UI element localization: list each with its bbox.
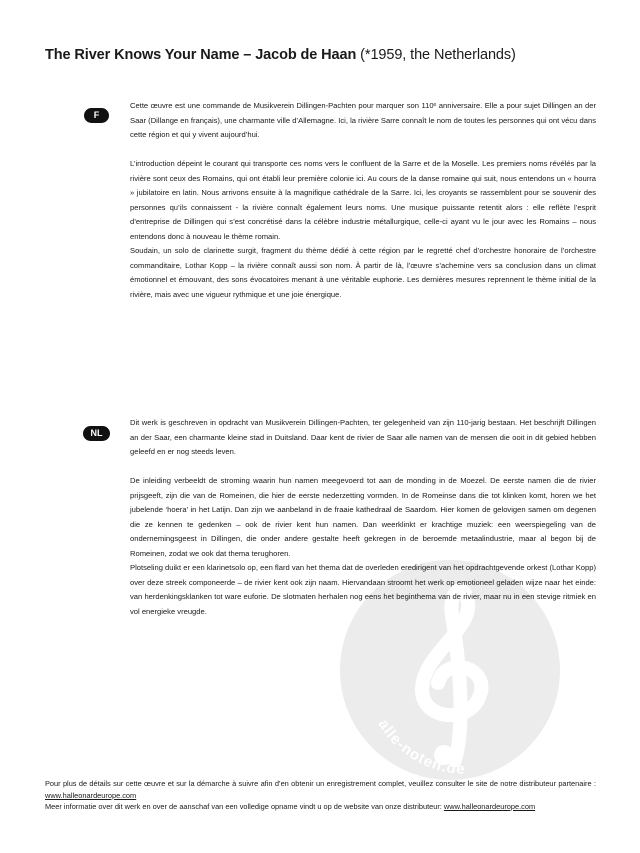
footer-fr-text: Pour plus de détails sur cette œuvre et sur la démarche à suivre afin d’en obtenir un enregistrement complet, veuillez consulter le site de notre distributeur partenaire : (45, 779, 596, 788)
title-main: The River Knows Your Name – Jacob de Haan (45, 47, 357, 63)
dutch-section (130, 416, 596, 619)
french-paragraph-3: Soudain, un solo de clarinette surgit, fragment du thème dédié à cette région par le regretté chef d’orchestre honoraire de l’orchestre commanditaire, Lothar Kopp – la rivière connaît aussi son nom. À partir de là, l’œuvre s’achemine vers sa conclusion dans un climat émotionnel et émouvant, des sons évocatoires menant à une véritable euphorie. Les dernières mesures reprennent le thème initial de la rivière, mais avec une vigueur rythmique et une joie énergique. (130, 246, 596, 299)
dutch-paragraph-2: De inleiding verbeeldt de stroming waarin hun namen meegevoerd tot aan de monding in de Moezel. De eerste namen die de rivier prijsgeeft, zijn die van de Romeinen, die hier de eerste nederzetting vormden. In de Romeinse dans die tot klinken komt, horen we het jubelende ‘hoera’ in het Latijn. Dan zijn we aanbeland in de fraaie kathedraal de Saardom. Hier komen de gelovigen samen om degenen die ze kennen te gedenken – ook de rivier kent hun namen. Dan weerklinkt er krachtige muziek: een weerspiegeling van de ondernemingsgeest in Dillingen, die onder andere gestalte heeft gekregen in de beroemde metaalindustrie, maar al begon bij de Romeinen, zodat we ook dat thema terughoren. (130, 476, 596, 558)
footer-nl-link[interactable]: www.halleonardeurope.com (443, 802, 536, 811)
footer-fr (45, 778, 596, 801)
dutch-paragraph-3: Plotseling duikt er een klarinetsolo op, een flard van het thema dat de overleden eredirigent van het opdrachtgevende orkest (Lothar Kopp) over deze streek componeerde – de rivier kent ook zijn naam. Hiervandaan stroomt het werk op emotioneel geladen wijze naar het einde: van herdenkingsklanken tot ware euforie. De slotmaten herhalen nog eens het beginthema van de rivier, maar nu in een stevige ritmiek en vol energieke vreugde. (130, 563, 596, 616)
footer (45, 778, 596, 813)
dutch-paragraph-1: Dit werk is geschreven in opdracht van Musikverein Dillingen-Pachten, ter gelegenheid van zijn 110-jarig bestaan. Het beschrijft Dillingen an der Saar, een charmante kleine stad in Duitsland. Daar kent de rivier de Saar alle namen van de mensen die ooit in dit gebied hebben geleefd en er nog steeds leven. (130, 418, 596, 456)
french-section (130, 99, 596, 302)
watermark-text: alle-noten.de (374, 716, 467, 778)
page-title (45, 47, 605, 63)
footer-nl (45, 801, 596, 813)
title-subtitle: (*1959, the Netherlands) (356, 47, 516, 63)
language-badge-fr: F (84, 108, 109, 123)
footer-nl-text: Meer informatie over dit werk en over de aanschaf van een volledige opname vindt u op de website van onze distributeur: (45, 802, 444, 811)
french-paragraph-2: L’introduction dépeint le courant qui transporte ces noms vers le confluent de la Sarre et de la Moselle. Les premiers noms révélés par la rivière sont ceux des Romains, qui ont établi leur première colonie ici. Au cours de la danse romaine qui suit, nous entendons un « hourra » jubilatoire en latin. Nous arrivons ensuite à la magnifique cathédrale de la Sarre. Ici, les croyants se rassemblent pour se souvenir des personnes qu’ils connaissent - la rivière connaît également leurs noms. Une musique puissante retentit alors : elle reflète l’esprit d’entreprise de Dillingen qui s’est concrétisé dans la célèbre industrie métallurgique, celle-ci ayant vu le jour avec les Romains – nous entendons donc à nouveau le thème romain. (130, 159, 596, 241)
french-paragraph-1: Cette œuvre est une commande de Musikverein Dillingen-Pachten pour marquer son 110ᵉ anniversaire. Elle a pour sujet Dillingen an der Saar (Dillange en français), une charmante ville d’Allemagne. Ici, la rivière Sarre connaît le nom de toutes les personnes qui ont vécu dans cette région et qui y vivent aujourd’hui. (130, 101, 596, 139)
language-badge-nl: NL (83, 426, 110, 441)
footer-fr-link[interactable]: www.halleonardeurope.com (45, 790, 137, 800)
